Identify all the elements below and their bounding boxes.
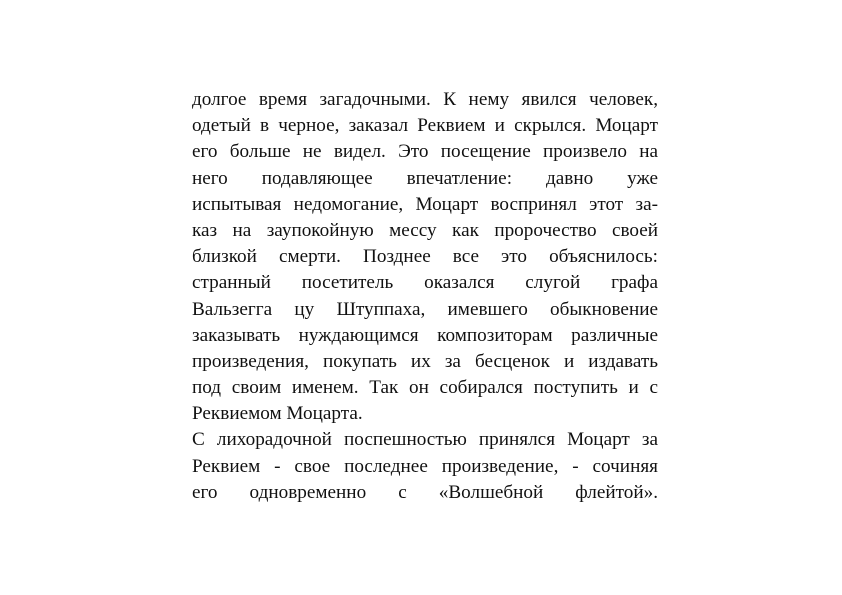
text-line: его больше не видел. Это посещение произвело на	[192, 141, 658, 163]
text-line: его одновременно с «Волшебной флейтой».	[192, 481, 658, 503]
text-line: странный посетитель оказался слугой графа	[192, 272, 658, 294]
text-line: Реквиемом Моцарта.	[192, 403, 363, 425]
text-line: под своим именем. Так он собирался поступить и с	[192, 377, 658, 399]
text-line: близкой смерти. Позднее все это объяснилось:	[192, 246, 658, 268]
text-line: Реквием - свое последнее произведение, - сочиняя	[192, 455, 658, 477]
body-text	[192, 87, 658, 506]
text-line: одетый в черное, заказал Реквием и скрылся. Моцарт	[192, 115, 658, 137]
text-line: Вальзегга цу Штуппаха, имевшего обыкновение	[192, 298, 658, 320]
text-line: испытывая недомогание, Моцарт воспринял этот за-	[192, 193, 658, 215]
text-line: заказывать нуждающимся композиторам различные	[192, 324, 658, 346]
text-line: него подавляющее впечатление: давно уже	[192, 167, 658, 189]
text-line: каз на заупокойную мессу как пророчество своей	[192, 219, 658, 241]
text-line: С лихорадочной поспешностью принялся Моцарт за	[192, 429, 658, 451]
text-line: произведения, покупать их за бесценок и издавать	[192, 350, 658, 372]
text-line: долгое время загадочными. К нему явился человек,	[192, 89, 658, 110]
